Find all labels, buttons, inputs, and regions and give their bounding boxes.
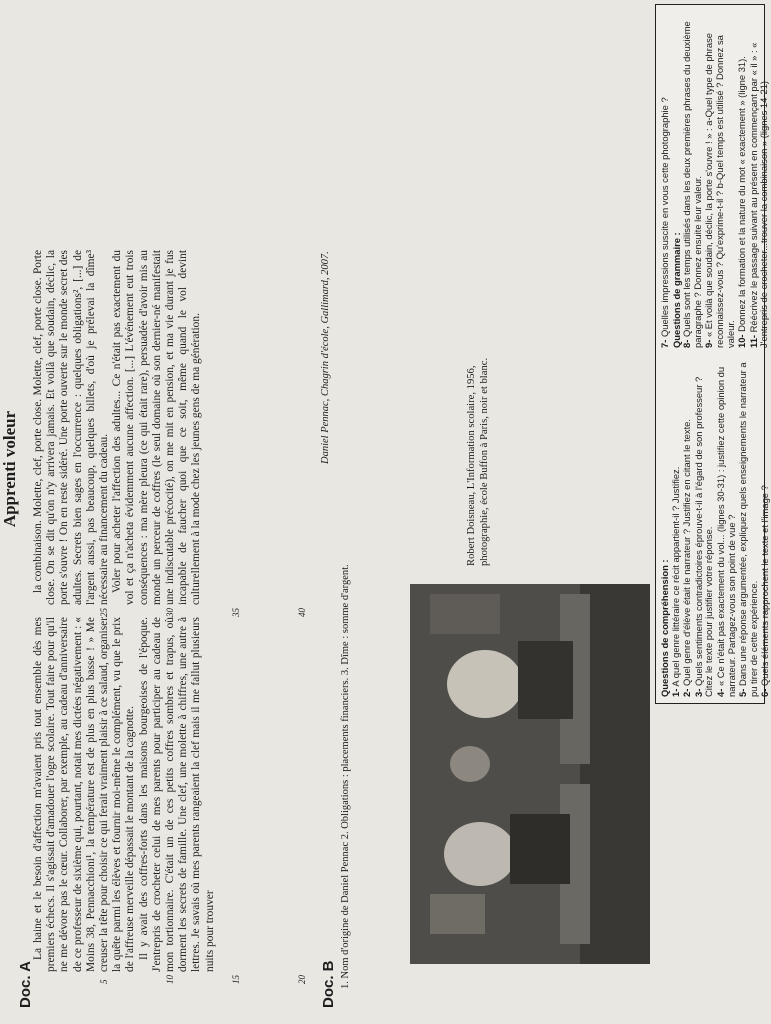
doc-b-label: Doc. B (320, 960, 337, 1008)
question-number: 11- (747, 334, 759, 348)
question-number: 2- (681, 688, 693, 697)
question-text: Réécrivez le passage suivant au présent en commençant par « il » : « J'entrepris de crocheter...trouver la combinaison » (lignes 14-21) (747, 42, 770, 348)
question-number: 1- (669, 688, 681, 697)
question-item (749, 11, 770, 348)
question-number: 10- (736, 334, 748, 348)
doc-a-label: Doc. A (17, 961, 34, 1008)
paragraph: Il y avait des coffres-forts dans les maisons bourgeoises de l'époque. J'entrepris de crocheter celui de mes parents pour participer au cadeau de mon tortionnaire. C'était un de ces petits coffres sombres et trapus, où dorment les secrets de famille. Une clef, une molette à chiffres, une autre à lettres. Je savais où mes parents rangeaient la clef mais il me fallut plusieurs nuits pour trouver (137, 617, 216, 972)
source-citation: Daniel Pennac, Chagrin d'école, Gallimard, 2007. (320, 251, 331, 464)
question-item (671, 360, 682, 697)
classroom-photograph (410, 584, 650, 964)
text-column-1 (32, 617, 307, 984)
paragraph: La haine et le besoin d'affection m'avaient pris tout ensemble dès mes premiers échecs. Il s'agissait d'amadouer l'ogre scolaire. Tout faire pour qu'il ne me dévore pas le cœur. Collaborer, par exemple, au cadeau d'anniversaire de ce professeur de sixième qui, pourtant, notait mes dictées négativement : « Moins 38, Pennacchioni¹, la température est de plus en plus basse ! » Me creuser la tête pour choisir ce qui ferait vraiment plaisir à ce salaud, organiser la quête parmi les élèves et fournir moi-même le complément, vu que le prix de l'affreuse merveille dépassait le montant de la cagnotte. (32, 617, 137, 972)
question-item (694, 360, 715, 697)
grammar-heading: Questions de grammaire : (670, 232, 682, 348)
question-number: 6- (759, 688, 771, 697)
question-text: Quels sentiments contradictoires éprouve-t-il à l'égard de son professeur ? Citez le texte pour justifier votre réponse. (692, 376, 715, 697)
caption-line: photographie, école Buffon à Paris, noir et blanc. (479, 357, 490, 566)
question-number: 4- (714, 688, 726, 697)
question-text: « Et voilà que soudain, déclic, la porte s'ouvre ! » : a-Quel type de phrase reconnaissez-vous ? Qu'exprime-t-il ? b-Quel temps est utilisé ? Donnez sa valeur. (703, 32, 736, 348)
questions-box (655, 4, 771, 704)
question-number: 5- (737, 688, 749, 697)
question-text: « Ce n'était pas exactement du vol... (lignes 30-31) : justifiez cette opinion du narrateur. Partagez-vous son point de vue ? (714, 366, 737, 697)
question-item (704, 11, 736, 348)
question-text: Donnez la formation et la nature du mot « exactement » (ligne 31). (736, 56, 748, 332)
question-text: Quelles impressions suscite en vous cette photographie ? (659, 97, 670, 338)
question-item (682, 360, 693, 697)
line-number: 25 (99, 608, 109, 617)
question-item (760, 360, 771, 697)
line-number: 10 (165, 975, 175, 984)
question-item (738, 360, 759, 697)
question-item (716, 360, 737, 697)
question-item (660, 11, 671, 348)
question-text: Quels éléments rapprochent le texte et l'image ? (759, 485, 771, 687)
question-text: Quels sont les temps utilisés dans les deux premières phrases du deuxième paragraphe ? Donnez ensuite leur valeur. (681, 21, 703, 348)
photo-caption (465, 236, 491, 566)
question-number: 3- (692, 688, 704, 697)
caption-line: Robert Doisneau, L'Information scolaire, 1956, (466, 365, 477, 566)
line-number: 20 (297, 975, 307, 984)
questions-panel (655, 4, 771, 704)
line-number: 35 (231, 608, 241, 617)
paragraph: Voler pour acheter l'affection des adultes... Ce n'était pas exactement du vol et ça n'acheta évidemment aucune affection. [...] L'événement eut trois conséquences : ma mère pleura (ce qui était rare), persuadée d'avoir mis au monde un perceur de coffres (le seul domaine où son dernier-né manifestait une indiscutable précocité), on me mit en pension, et ma vie durant je fus incapable de faucher quoi que ce soit, même quand le vol devint culturellement à la mode chez les jeunes gens de ma génération. (111, 250, 203, 605)
line-number: 15 (231, 975, 241, 984)
footnotes: 1. Nom d'origine de Daniel Pennac 2. Obligations : placements financiers. 3. Dîme : somme d'argent. (340, 564, 351, 989)
question-number: 7- (659, 339, 670, 348)
question-text: Quel genre d'élève était le narrateur ? Justifiez en citant le texte. (681, 419, 693, 687)
question-number: 8- (681, 339, 693, 348)
question-item (682, 11, 703, 348)
text-column-2 (32, 250, 307, 617)
question-number: 9- (703, 339, 715, 348)
paragraph: la combinaison. Molette, clef, porte close. Molette, clef, porte close. Porte close. On se dit qu'on n'y arrivera jamais. Et voilà que soudain, déclic, la porte s'ouvre ! On en reste sidéré. Une porte ouverte sur le monde secret des adultes. Secrets bien sages en l'occurrence : quelques obligations², [...] de l'argent aussi, pas beaucoup, quelques billets, d'où je prélevai la dîme³ nécessaire au financement du cadeau. (32, 250, 111, 605)
line-number: 5 (99, 979, 109, 984)
comprehension-heading: Questions de compréhension : (659, 559, 670, 697)
line-number: 30 (165, 608, 175, 617)
question-text: A quel genre littéraire ce récit appartient-il ? Justifiez. (669, 466, 681, 687)
question-text: Dans une réponse argumentée, expliquez quels enseignements le narrateur a pu tirer de cette expérience. (737, 362, 759, 697)
page-title: Apprenti voleur (0, 410, 19, 528)
line-number: 40 (297, 608, 307, 617)
question-item (737, 11, 748, 348)
